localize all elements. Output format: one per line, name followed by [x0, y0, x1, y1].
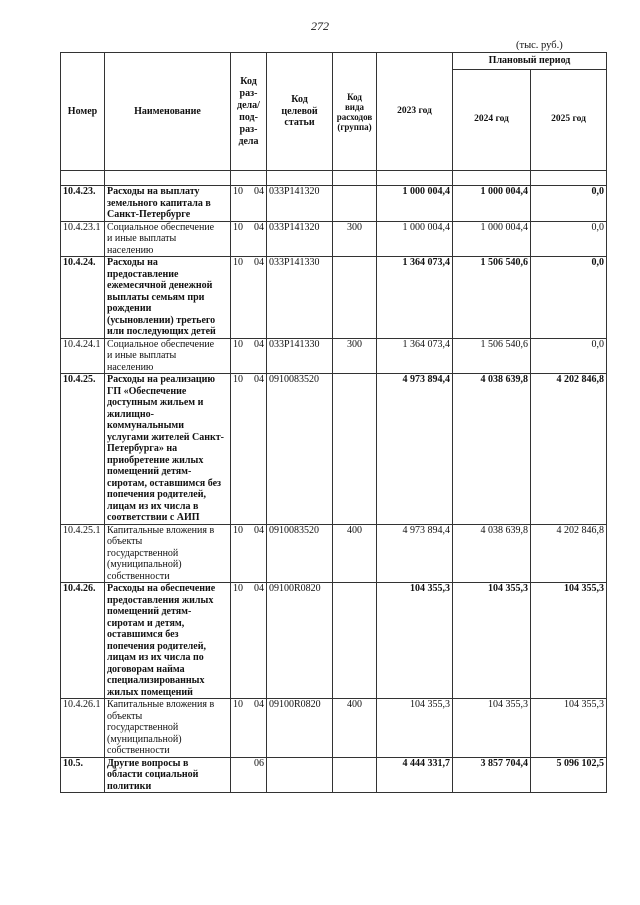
section-code-pair	[233, 186, 264, 198]
row-target-code: 033Р141330	[267, 338, 333, 374]
row-name-line: объекты	[107, 710, 143, 722]
row-expense-code	[333, 583, 377, 699]
row-amount-2025: 4 202 846,8	[531, 524, 607, 583]
header-line: расходов	[336, 111, 373, 122]
row-name-line: доступным жильем и	[107, 397, 204, 408]
row-amount-2023: 1 364 073,4	[377, 338, 453, 374]
row-name-line: предоставления жилых	[107, 594, 214, 606]
row-amount-2023: 104 355,3	[377, 699, 453, 758]
header-line: вида	[344, 101, 365, 112]
row-name-line: Расходы на обеспечение	[107, 583, 216, 594]
row-name-line: политики	[107, 780, 152, 792]
row-section-code	[231, 338, 267, 374]
row-number: 10.4.24.1	[61, 338, 105, 374]
spacer-cell	[453, 171, 531, 186]
row-name-line: помещений детям-	[107, 466, 192, 477]
row-name-line: области социальной	[107, 769, 199, 780]
row-amount-2024: 3 857 704,4	[453, 757, 531, 793]
row-section-code	[231, 699, 267, 758]
row-name-line: или последующих детей	[107, 326, 216, 337]
row-name-line: Расходы на выплату	[107, 186, 200, 197]
row-amount-2024: 1 000 004,4	[453, 186, 531, 222]
row-target-code	[267, 757, 333, 793]
subsection-code: 04	[254, 221, 264, 233]
row-expense-code: 400	[333, 524, 377, 583]
row-section-code	[231, 257, 267, 339]
table-row	[61, 583, 607, 699]
section-code-pair	[233, 699, 264, 711]
row-name-line: ГП «Обеспечение	[107, 385, 187, 397]
units-label: (тыс. руб.)	[516, 40, 563, 51]
header-line: под-	[239, 111, 258, 123]
header-expense-code	[333, 53, 377, 171]
row-target-code: 033Р141320	[267, 221, 333, 257]
row-section-code	[231, 374, 267, 525]
row-section-code	[231, 583, 267, 699]
row-name-line: попечения родителей,	[107, 640, 206, 652]
table-row	[61, 221, 607, 257]
header-line: дела	[238, 135, 259, 147]
row-name-line: Расходы на	[107, 257, 158, 268]
row-name-line: жилищно-	[107, 408, 154, 420]
row-section-code	[231, 524, 267, 583]
row-name-line: Капитальные вложения в	[107, 524, 215, 536]
row-name-line: собственности	[107, 745, 170, 756]
row-name-line: (усыновлении) третьего	[107, 314, 216, 326]
subsection-code: 04	[254, 699, 264, 710]
row-amount-2025: 104 355,3	[531, 699, 607, 758]
table-body	[61, 171, 607, 793]
row-name-line: и иные выплаты	[107, 233, 177, 244]
section-code: 10	[233, 338, 243, 350]
header-line: целевой	[281, 105, 318, 117]
row-name	[105, 338, 231, 374]
section-code-pair	[233, 758, 264, 770]
row-amount-2023: 4 444 331,7	[377, 757, 453, 793]
row-amount-2024: 1 000 004,4	[453, 221, 531, 257]
section-code-pair	[233, 374, 264, 386]
row-section-code	[231, 186, 267, 222]
row-name-line: (муниципальной)	[107, 559, 182, 570]
page-number: 272	[311, 19, 329, 33]
section-code: 10	[233, 524, 243, 536]
row-amount-2024: 4 038 639,8	[453, 374, 531, 525]
row-name	[105, 374, 231, 525]
header-line: Код	[240, 75, 257, 87]
row-target-code: 0910083520	[267, 374, 333, 525]
row-number: 10.4.26.1	[61, 699, 105, 758]
row-amount-2023: 4 973 894,4	[377, 524, 453, 583]
row-name-line: земельного капитала в	[107, 197, 211, 209]
section-code: 10	[233, 257, 243, 268]
row-target-code: 033Р141320	[267, 186, 333, 222]
row-number: 10.4.23.1	[61, 221, 105, 257]
row-name-line: предоставление	[107, 268, 179, 280]
header-target-code	[267, 53, 333, 171]
table-row	[61, 524, 607, 583]
table-row	[61, 257, 607, 339]
subsection-code: 04	[254, 257, 264, 268]
row-number: 10.4.25.	[61, 374, 105, 525]
section-code: 10	[233, 583, 243, 594]
row-amount-2025: 0,0	[531, 338, 607, 374]
row-name-line: приобретение жилых	[107, 454, 204, 466]
row-expense-code	[333, 757, 377, 793]
header-line: дела/	[237, 99, 260, 111]
spacer-cell	[377, 171, 453, 186]
row-amount-2025: 104 355,3	[531, 583, 607, 699]
section-code: 10	[233, 221, 243, 233]
row-name-line: объекты	[107, 536, 143, 547]
spacer-cell	[61, 171, 105, 186]
row-expense-code	[333, 257, 377, 339]
row-amount-2023: 4 973 894,4	[377, 374, 453, 525]
row-amount-2024: 1 506 540,6	[453, 338, 531, 374]
row-name	[105, 524, 231, 583]
section-code-pair	[233, 583, 264, 595]
row-amount-2025: 0,0	[531, 221, 607, 257]
header-line: (группа)	[337, 121, 372, 132]
section-code-pair	[233, 257, 264, 269]
section-code: 10	[233, 186, 243, 197]
row-number: 10.4.24.	[61, 257, 105, 339]
table-row	[61, 757, 607, 793]
row-number: 10.5.	[61, 757, 105, 793]
row-section-code	[231, 757, 267, 793]
row-amount-2024: 104 355,3	[453, 583, 531, 699]
row-name-line: услугами жителей Санкт-	[107, 431, 225, 443]
row-name-line: населению	[107, 244, 154, 256]
row-target-code: 09100R0820	[267, 699, 333, 758]
row-amount-2023: 104 355,3	[377, 583, 453, 699]
subsection-code: 04	[254, 186, 264, 197]
spacer-cell	[231, 171, 267, 186]
row-name	[105, 583, 231, 699]
row-name-line: сиротам, оставшимся без	[107, 477, 222, 489]
row-amount-2025: 0,0	[531, 257, 607, 339]
row-amount-2023: 1 000 004,4	[377, 221, 453, 257]
subsection-code: 04	[254, 524, 264, 536]
spacer-cell	[531, 171, 607, 186]
header-2025: 2025 год	[531, 70, 607, 171]
row-name-line: попечения родителей,	[107, 489, 206, 500]
header-line: Код	[291, 94, 308, 106]
row-name-line: оставшимся без	[107, 629, 179, 640]
spacer-row	[61, 171, 607, 186]
row-name-line: Капитальные вложения в	[107, 699, 215, 710]
row-amount-2024: 104 355,3	[453, 699, 531, 758]
row-name-line: лицам из их числа по	[107, 652, 204, 663]
row-amount-2025: 4 202 846,8	[531, 374, 607, 525]
header-2024: 2024 год	[453, 70, 531, 171]
row-name-line: Социальное обеспечение	[107, 338, 215, 350]
subsection-code: 04	[254, 583, 264, 594]
row-name-line: ежемесячной денежной	[107, 280, 213, 291]
row-amount-2025: 0,0	[531, 186, 607, 222]
row-target-code: 0910083520	[267, 524, 333, 583]
header-planned-period: Плановый период	[453, 53, 607, 70]
header-section-code	[231, 53, 267, 171]
row-name-line: договорам найма	[107, 663, 185, 675]
subsection-code: 04	[254, 374, 264, 385]
row-name-line: государственной	[107, 547, 179, 559]
row-name-line: рождении	[107, 303, 152, 314]
row-amount-2023: 1 364 073,4	[377, 257, 453, 339]
row-number: 10.4.25.1	[61, 524, 105, 583]
row-name-line: коммунальными	[107, 420, 184, 431]
spacer-cell	[267, 171, 333, 186]
table-row	[61, 338, 607, 374]
header-2023: 2023 год	[377, 53, 453, 171]
section-code: 10	[233, 374, 243, 385]
row-name-line: Петербурга» на	[107, 443, 178, 454]
row-amount-2024: 1 506 540,6	[453, 257, 531, 339]
header-number: Номер	[61, 53, 105, 171]
row-name	[105, 699, 231, 758]
row-amount-2024: 4 038 639,8	[453, 524, 531, 583]
header-name: Наименование	[105, 53, 231, 171]
row-name-line: собственности	[107, 570, 170, 582]
section-code-pair	[233, 222, 264, 234]
subsection-code: 04	[254, 338, 264, 350]
row-name-line: Другие вопросы в	[107, 757, 189, 769]
row-number: 10.4.23.	[61, 186, 105, 222]
header-line: раз-	[239, 123, 258, 135]
section-code: 10	[233, 699, 243, 710]
row-name-line: помещений детям-	[107, 606, 192, 617]
row-expense-code	[333, 374, 377, 525]
table-row	[61, 186, 607, 222]
spacer-cell	[105, 171, 231, 186]
budget-table	[60, 52, 607, 793]
subsection-code: 06	[254, 757, 264, 769]
row-name	[105, 186, 231, 222]
row-name	[105, 221, 231, 257]
row-name-line: (муниципальной)	[107, 733, 182, 745]
header-line: раз-	[239, 87, 258, 99]
row-amount-2023: 1 000 004,4	[377, 186, 453, 222]
row-name-line: Социальное обеспечение	[107, 221, 215, 233]
section-code-pair	[233, 339, 264, 351]
header-line: статьи	[284, 117, 315, 129]
row-number: 10.4.26.	[61, 583, 105, 699]
row-expense-code: 300	[333, 338, 377, 374]
row-name	[105, 257, 231, 339]
row-target-code: 033Р141330	[267, 257, 333, 339]
row-name	[105, 757, 231, 793]
header-line: Код	[347, 91, 362, 102]
row-name-line: сиротам и детям,	[107, 617, 185, 629]
row-target-code: 09100R0820	[267, 583, 333, 699]
row-name-line: государственной	[107, 722, 179, 733]
row-name-line: жилых помещений	[107, 686, 193, 698]
table-row	[61, 699, 607, 758]
row-amount-2025: 5 096 102,5	[531, 757, 607, 793]
row-name-line: специализированных	[107, 675, 205, 686]
row-name-line: выплаты семьям при	[107, 291, 205, 303]
row-expense-code: 300	[333, 221, 377, 257]
row-expense-code: 400	[333, 699, 377, 758]
row-name-line: населению	[107, 361, 154, 373]
table-row	[61, 374, 607, 525]
spacer-cell	[333, 171, 377, 186]
row-name-line: соответствии с АИП	[107, 512, 200, 523]
row-section-code	[231, 221, 267, 257]
row-name-line: Санкт-Петербурге	[107, 209, 191, 220]
row-expense-code	[333, 186, 377, 222]
row-name-line: Расходы на реализацию	[107, 374, 216, 385]
section-code-pair	[233, 525, 264, 537]
row-name-line: лицам из их числа в	[107, 500, 199, 512]
row-name-line: и иные выплаты	[107, 350, 177, 361]
